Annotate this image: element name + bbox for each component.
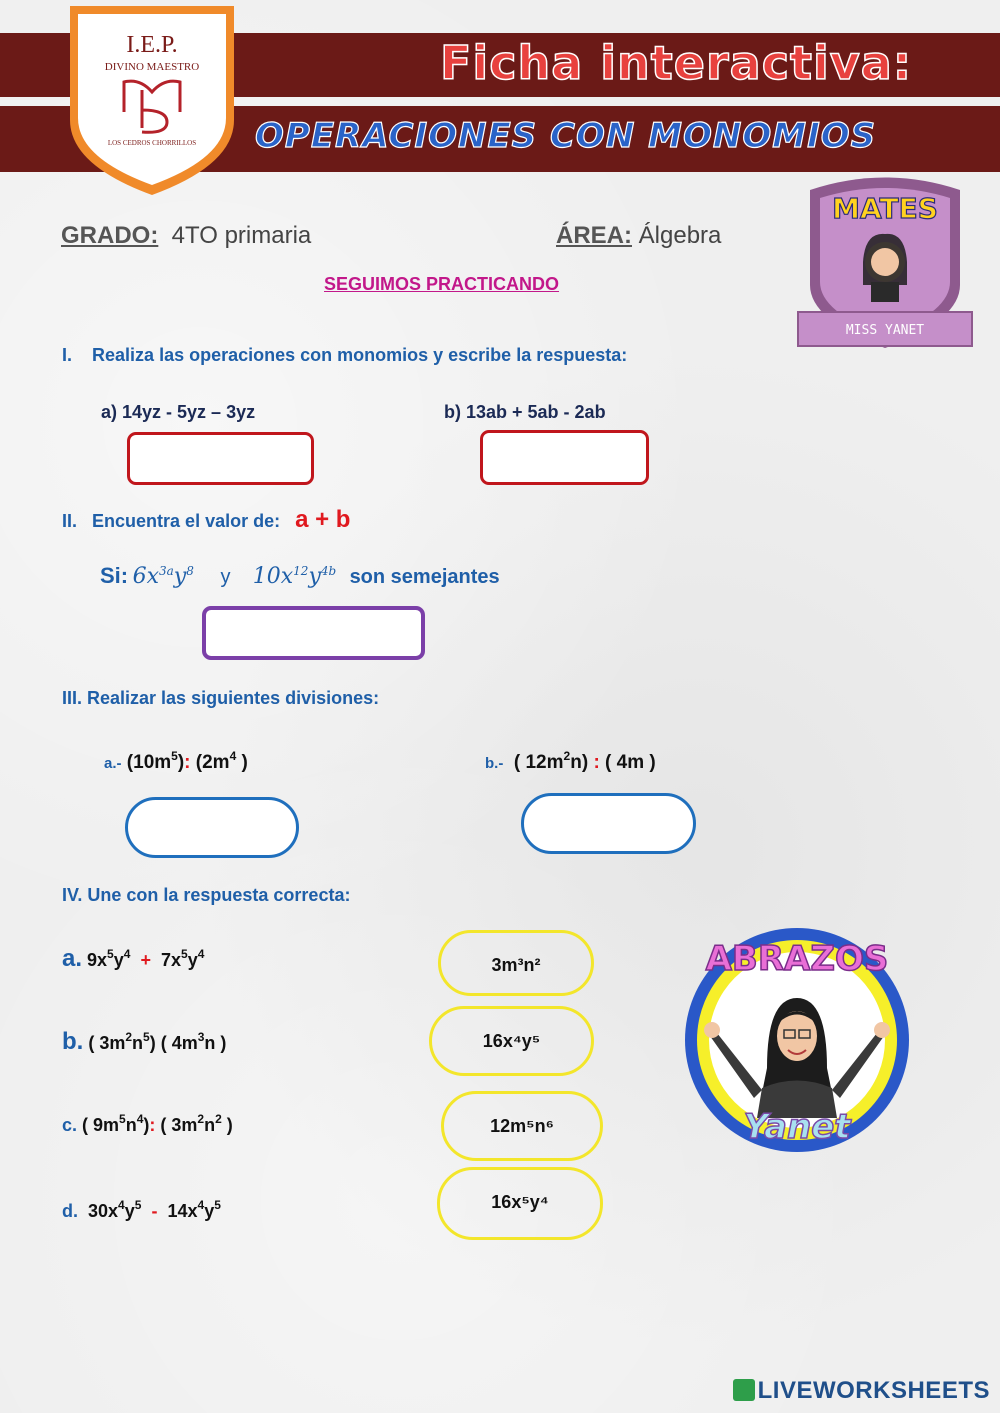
badge-name: MISS YANET: [845, 323, 925, 338]
q4-item-c[interactable]: c. ( $9m^5n^4$): ( $3m^2n^2$ ): [62, 1112, 233, 1135]
liveworksheets-text: LIVEWORKSHEETS: [757, 1377, 990, 1404]
q3-b-label: b.-: [485, 755, 504, 772]
q1-heading: [62, 345, 627, 366]
q3-item-b: b.- ( $12m^2n$) : ( 4m ): [485, 749, 656, 773]
sticker-top-text: ABRAZOS: [705, 939, 889, 979]
q2-answer-input[interactable]: [202, 606, 425, 660]
grade-value: 4TO primaria: [171, 222, 312, 249]
area-label: ÁREA:: [556, 222, 632, 249]
grade-info: [61, 222, 311, 250]
q4-letter-c: c.: [62, 1115, 78, 1135]
q2-monomial-1-exp2: 8: [186, 564, 194, 578]
worksheet-subtitle: OPERACIONES CON MONOMIOS: [255, 116, 877, 156]
q3-a-label: a.-: [104, 755, 122, 772]
q2-monomial-2-base: 10x: [252, 564, 294, 589]
school-name: I.E.P.: [126, 32, 178, 58]
q4-letter-b: b.: [62, 1028, 84, 1055]
q2-monomial-1-base: 6x: [132, 564, 159, 589]
q1-number: I.: [62, 345, 73, 365]
q3-answer-b-input[interactable]: [521, 793, 696, 854]
q2-si: Si:: [100, 563, 129, 588]
q2-text: Encuentra el valor de:: [92, 511, 281, 531]
q2-monomial-2-exp2: 4b: [320, 564, 337, 578]
q2-heading: [62, 506, 350, 534]
q2-monomial-1-exp1: 3a: [158, 564, 174, 578]
q4-letter-d: d.: [62, 1201, 78, 1221]
q4-item-b[interactable]: b. ( $3m^2n^5$) ( $4m^3n$ ): [62, 1028, 227, 1055]
badge-title: MATES: [832, 192, 938, 225]
q4-option-4[interactable]: 16x⁵y⁴: [437, 1167, 603, 1240]
q4-item-d[interactable]: d. $30x^4y^5 - 14x^4y^5$: [62, 1198, 221, 1221]
q3-answer-a-input[interactable]: [125, 797, 299, 858]
q4-heading: IV. Une con la respuesta correcta:: [62, 885, 351, 905]
sticker-bottom-text: Yanet: [743, 1107, 851, 1147]
school-sub: DIVINO MAESTRO: [104, 61, 200, 73]
area-info: [556, 222, 721, 250]
q4-item-a[interactable]: a. $9x^5y^4 + 7x^5y^4$: [62, 945, 205, 972]
q1-answer-b-input[interactable]: [480, 430, 649, 485]
q2-monomial-2-var: y: [308, 564, 321, 589]
q4-letter-a: a.: [62, 945, 83, 972]
q4-option-1[interactable]: 3m³n²: [438, 930, 594, 996]
school-location: LOS CEDROS CHORRILLOS: [107, 139, 197, 147]
q2-tail: son semejantes: [349, 566, 500, 588]
q1-text: Realiza las operaciones con monomios y escribe la respuesta:: [92, 345, 628, 365]
q4-option-3[interactable]: 12m⁵n⁶: [441, 1091, 603, 1161]
q1-item-a: a) 14yz - 5yz – 3yz: [101, 402, 256, 422]
q1-answer-a-input[interactable]: [127, 432, 314, 485]
q1-item-b: b) 13ab + 5ab - 2ab: [444, 402, 606, 422]
mates-badge: [795, 170, 975, 350]
practice-heading: SEGUIMOS PRACTICANDO: [324, 274, 560, 294]
abrazos-sticker: [672, 918, 922, 1158]
q2-and: y: [220, 566, 231, 588]
worksheet-title: Ficha interactiva:: [440, 36, 913, 90]
q2-number: II.: [62, 511, 78, 531]
q4-option-2[interactable]: 16x⁴y⁵: [429, 1006, 594, 1076]
q2-monomial-1-var: y: [173, 564, 187, 589]
school-shield-logo: [62, 0, 242, 200]
liveworksheets-icon: [733, 1379, 755, 1401]
q3-heading: III. Realizar las siguientes divisiones:: [62, 688, 380, 708]
area-value: Álgebra: [638, 222, 722, 249]
q2-condition: [100, 563, 500, 589]
liveworksheets-logo[interactable]: [733, 1377, 990, 1405]
grade-label: GRADO:: [61, 222, 159, 249]
q2-monomial-2-exp1: 12: [293, 564, 309, 578]
q3-item-a: a.- $(10m^5)$: ($2m^4$ ): [104, 749, 248, 773]
q2-target: a + b: [295, 506, 351, 533]
